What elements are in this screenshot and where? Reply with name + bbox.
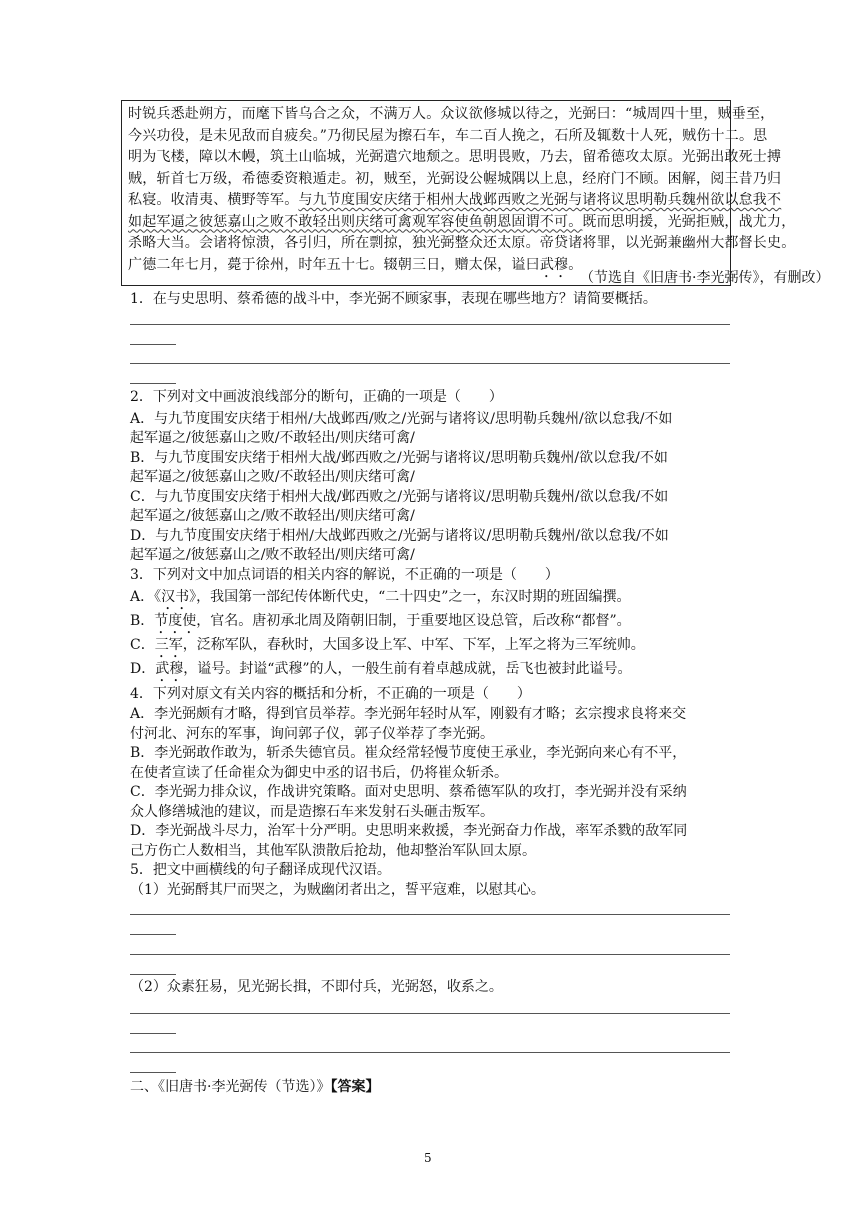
answer-line: [130, 954, 730, 955]
option-line: 起军逼之/彼惩嘉山之败/不敢轻出/则庆绪可禽/: [130, 430, 415, 446]
answer-line-short: [130, 383, 176, 384]
option-line: 众人修缮城池的建议，而是造擦石车来发射石头砸击叛军。: [130, 804, 494, 820]
option-line: 起军逼之/彼惩嘉山之败/不敢轻出/则庆绪可禽/: [130, 469, 415, 485]
answer-line-short: [130, 344, 176, 345]
option-letter: B．: [130, 613, 155, 629]
option-text: ，官名。唐初承北周及隋朝旧制，于重要地区设总管，后改称“都督”。: [196, 613, 631, 629]
page-number: 5: [424, 1151, 432, 1165]
answer-line-short: [130, 974, 176, 975]
option-text: ，谥号。封谥“武穆”的人，一般生前有着卓越成就，岳飞也被封此谥号。: [183, 661, 632, 677]
option-line: [130, 635, 645, 661]
option-line: 起军逼之/彼惩嘉山之/败不敢轻出/则庆绪可禽/: [130, 547, 415, 563]
passage-source: （节选自《旧唐书·李光弼传》，有删改）: [580, 270, 830, 286]
passage-line: 贼，斩首七万级，希德委资粮遁走。初，贼至，光弼设公幄城隅以上息，经府门不顾。困解，阅三昔乃归: [128, 170, 782, 187]
option-text: ，泛称军队，春秋时，大国多设上军、中军、下军，上军之将为三军统帅。: [182, 637, 645, 653]
answer-line: [130, 1052, 730, 1053]
option-letter: A．: [130, 589, 155, 605]
dotted-term: 节度使: [154, 613, 197, 629]
wavy-underlined-text: 如起军逼之彼惩嘉山之败不敢轻出则庆绪可禽观军容使鱼朝恩固谓不可。: [128, 213, 583, 230]
option-line: C．与九节度围安庆绪于相州大战/邺西败之/光弼与诸将议/思明勒兵魏州/欲以怠我/不如: [130, 489, 669, 505]
answer-line: [130, 363, 730, 364]
option-line: C．李光弼力排众议，作战讲究策略。面对史思明、蔡希德军队的攻打，李光弼并没有采纳: [130, 784, 687, 800]
question-1: 1．在与史思明、蔡希德的战斗中，李光弼不顾家事，表现在哪些地方？请简要概括。: [130, 291, 657, 307]
passage-text: 。: [568, 256, 583, 273]
answer-heading-bold: 【答案】: [330, 1079, 380, 1095]
option-line: 己方伤亡人数相当，其他军队溃散后抢劫，他却整治军队回太原。: [130, 843, 536, 859]
answer-line-short: [130, 1033, 176, 1034]
question-2: 2．下列对文中画波浪线部分的断句，正确的一项是（ ）: [130, 389, 503, 405]
question-5: 5．把文中画横线的句子翻译成现代汉语。: [130, 862, 391, 878]
sentence-2: （2）众素狂易，见光弼长揖，不即付兵，光弼怒，收系之。: [130, 979, 503, 995]
dotted-term: 三军: [154, 637, 183, 653]
dotted-term: 武穆: [539, 256, 569, 273]
passage-line: 杀略大当。会诸将惊溃，各引归，所在剽掠，独光弼整众还太原。帝贷诸将罪，以光弼兼幽州大都督长史。: [128, 235, 796, 251]
passage-line: 时锐兵悉赴朔方，而麾下皆乌合之众，不满万人。众议欲修城以待之，光弼曰：“城周四十里，贼垂至，: [128, 106, 775, 122]
answer-line: [130, 914, 730, 915]
option-line: [130, 587, 630, 613]
answer-heading: [130, 1076, 379, 1096]
answer-line: [130, 324, 730, 325]
dotted-term: 《汉书》: [154, 589, 197, 605]
question-4: 4．下列对原文有关内容的概括和分析，不正确的一项是（ ）: [130, 686, 531, 702]
passage-text: 私寝。收清夷、横野等军。: [128, 192, 299, 208]
option-line: 起军逼之/彼惩嘉山之/败不敢轻出/则庆绪可禽/: [130, 508, 415, 524]
question-3: 3．下列对文中加点词语的相关内容的解说，不正确的一项是（ ）: [130, 567, 559, 583]
passage-line: [128, 212, 796, 234]
option-line: [130, 611, 631, 637]
answer-line-short: [130, 934, 176, 935]
passage-line: [128, 190, 782, 212]
option-letter: D．: [130, 661, 156, 677]
option-line: A．李光弼颇有才略，得到官员举荐。李光弼年轻时从军，刚毅有才略；玄宗搜求良将来交: [130, 706, 687, 722]
answer-heading-text: 二、《旧唐书·李光弼传（节选）》: [130, 1079, 331, 1095]
option-line: D．与九节度围安庆绪于相州/大战邺西败之/光弼与诸将议/思明勒兵魏州/欲以怠我/不如: [130, 528, 669, 544]
dotted-term: 武穆: [155, 661, 184, 677]
option-line: D．李光弼战斗尽力，治军十分严明。史思明来救援，李光弼奋力作战，率军杀戮的敌军同: [130, 823, 688, 839]
passage-text: 广德二年七月，薨于徐州，时年五十七。辍朝三日，赠太保，谥曰: [128, 256, 540, 273]
option-text: ，我国第一部纪传体断代史，“二十四史”之一，东汉时期的班固编撰。: [196, 589, 631, 605]
option-line: [130, 659, 632, 685]
option-line: A．与九节度围安庆绪于相州/大战邺西/败之/光弼与诸将议/思明勒兵魏州/欲以怠我/不如: [130, 411, 673, 427]
passage-text: 既而思明援，光弼拒贼，战尤力，: [582, 213, 796, 230]
answer-line-short: [130, 1072, 176, 1073]
option-line: 付河北、河东的军事，询问郭子仪，郭子仪举荐了李光弼。: [130, 726, 494, 742]
sentence-1: （1）光弼酹其尸而哭之，为贼幽闭者出之，誓平寇难，以慰其心。: [130, 882, 545, 898]
option-letter: C．: [130, 637, 155, 653]
option-line: B．与九节度围安庆绪于相州大战/邺西败之/光弼与诸将议/思明勒兵魏州/欲以怠我/不如: [130, 450, 668, 466]
passage-line: 明为飞楼，障以木幔，筑土山临城，光弼遣穴地颓之。思明畏败，乃去，留希德攻太原。光弼出敢死士搏: [128, 149, 782, 165]
passage-line: 今兴功役，是未见敌而自疲矣。”乃彻民屋为擦石车，车二百人挽之，石所及辄数十人死，贼伤十二。思: [128, 127, 768, 144]
option-line: 在使者宣读了任命崔众为御史中丞的诏书后，仍将崔众斩杀。: [130, 765, 508, 781]
answer-line: [130, 1013, 730, 1014]
passage-box: [121, 100, 796, 286]
wavy-underlined-text: 与九节度围安庆绪于相州大战邺西败之光弼与诸将议思明勒兵魏州欲以怠我不: [298, 192, 782, 208]
option-line: B．李光弼敢作敢为，斩杀失德官员。崔众经常轻慢节度使王承业，李光弼向来心有不平，: [130, 745, 687, 761]
